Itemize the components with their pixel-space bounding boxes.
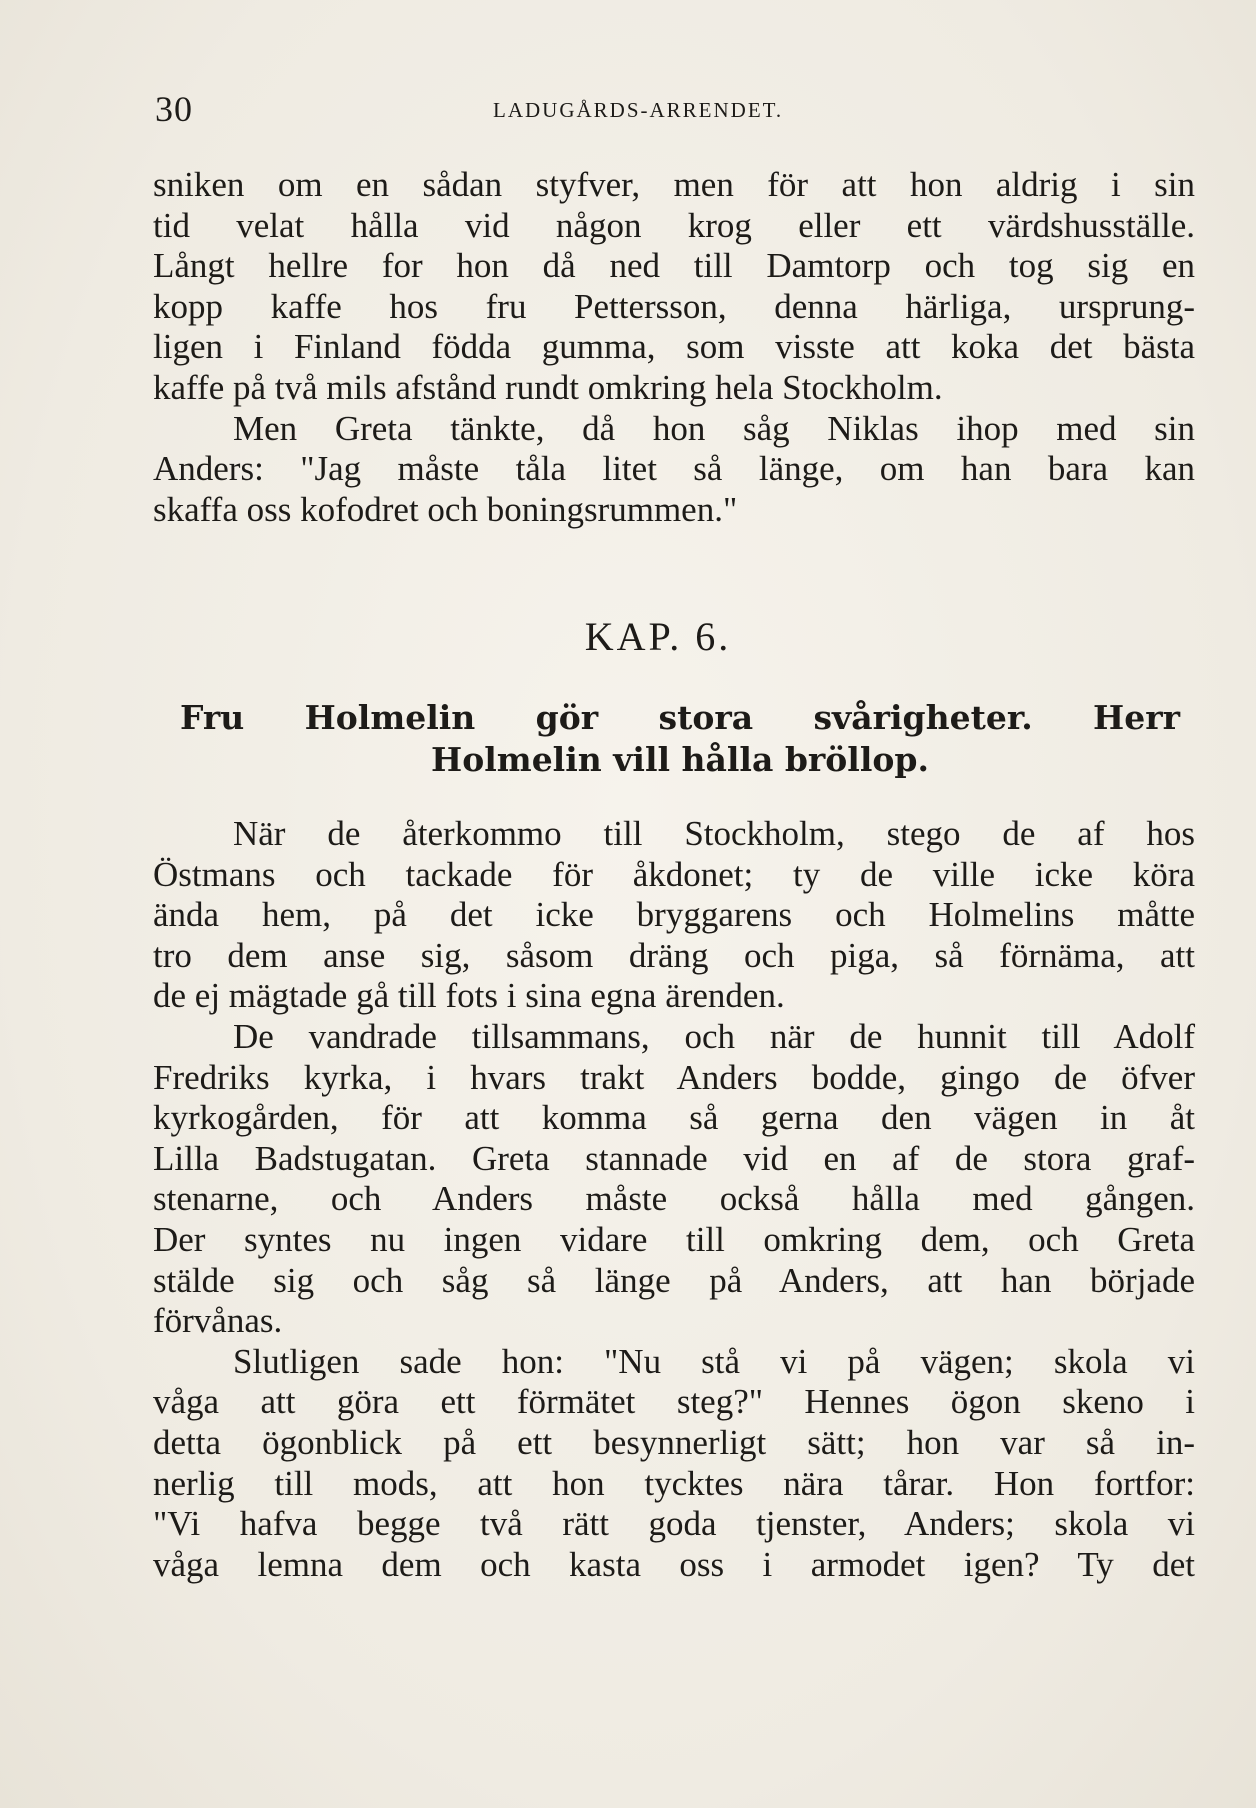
text-line: De vandrade tillsammans, och när de hunnit till Adolf: [233, 1016, 1195, 1056]
text-line: Fredriks kyrka, i hvars trakt Anders bodde, gingo de öfver: [153, 1057, 1195, 1097]
text-line: Långt hellre for hon då ned till Damtorp och tog sig en: [153, 246, 1195, 286]
text-line: detta ögonblick på ett besynnerligt sätt; hon var så in-: [153, 1422, 1195, 1462]
chapter-label: KAP. 6.: [584, 614, 732, 659]
text-line: stenarne, och Anders måste också hålla med gången.: [153, 1179, 1195, 1219]
running-title: LADUGÅRDS-ARRENDET.: [493, 98, 784, 122]
text-line: tid velat hålla vid någon krog eller ett värdshusställe.: [153, 205, 1195, 245]
text-line: Lilla Badstugatan. Greta stannade vid en af de stora graf-: [153, 1138, 1195, 1178]
text-line: Men Greta tänkte, då hon såg Niklas ihop med sin: [233, 408, 1195, 448]
text-line: de ej mägtade gå till fots i sina egna ärenden.: [153, 976, 785, 1016]
text-line: stälde sig och såg så länge på Anders, att han började: [153, 1260, 1195, 1300]
text-line: sniken om en sådan styfver, men för att hon aldrig i sin: [153, 165, 1195, 204]
text-line: ända hem, på det icke bryggarens och Holmelins måtte: [153, 895, 1195, 935]
text-line: tro dem anse sig, såsom dräng och piga, så förnäma, att: [153, 935, 1195, 975]
text-line: förvånas.: [153, 1301, 283, 1341]
text-line: kopp kaffe hos fru Pettersson, denna härliga, ursprung-: [153, 286, 1195, 326]
body-text-top: [153, 165, 1195, 530]
text-line: När de återkommo till Stockholm, stego de af hos: [233, 814, 1195, 853]
page-number: 30: [155, 89, 193, 129]
text-line: våga lemna dem och kasta oss i armodet igen? Ty det: [153, 1544, 1195, 1584]
text-line: våga att göra ett förmätet steg?" Hennes ögon skeno i: [153, 1382, 1195, 1422]
text-line: skaffa oss kofodret och boningsrummen.": [153, 489, 738, 529]
text-line: "Vi hafva begge två rätt goda tjenster, Anders; skola vi: [153, 1504, 1195, 1544]
text-line: Anders: "Jag måste tåla litet så länge, om han bara kan: [153, 449, 1195, 489]
text-line: kaffe på två mils afstånd rundt omkring hela Stockholm.: [153, 367, 943, 407]
text-line: Der syntes nu ingen vidare till omkring dem, och Greta: [153, 1219, 1195, 1259]
chapter-heading: [180, 697, 1180, 781]
page-header: [155, 88, 1195, 128]
chapter-heading-line: Holmelin vill hålla bröllop.: [431, 740, 929, 779]
body-text-chapter: [153, 814, 1195, 1585]
text-line: Slutligen sade hon: "Nu stå vi på vägen; skola vi: [233, 1341, 1195, 1381]
text-line: Östmans och tackade för åkdonet; ty de ville icke köra: [153, 854, 1195, 894]
text-line: kyrkogården, för att komma så gerna den vägen in åt: [153, 1098, 1195, 1138]
text-line: nerlig till mods, att hon tycktes nära tårar. Hon fortfor:: [153, 1463, 1195, 1503]
chapter-heading-line: Fru Holmelin gör stora svårigheter. Herr: [180, 698, 1180, 737]
text-line: ligen i Finland födda gumma, som visste att koka det bästa: [153, 327, 1195, 367]
